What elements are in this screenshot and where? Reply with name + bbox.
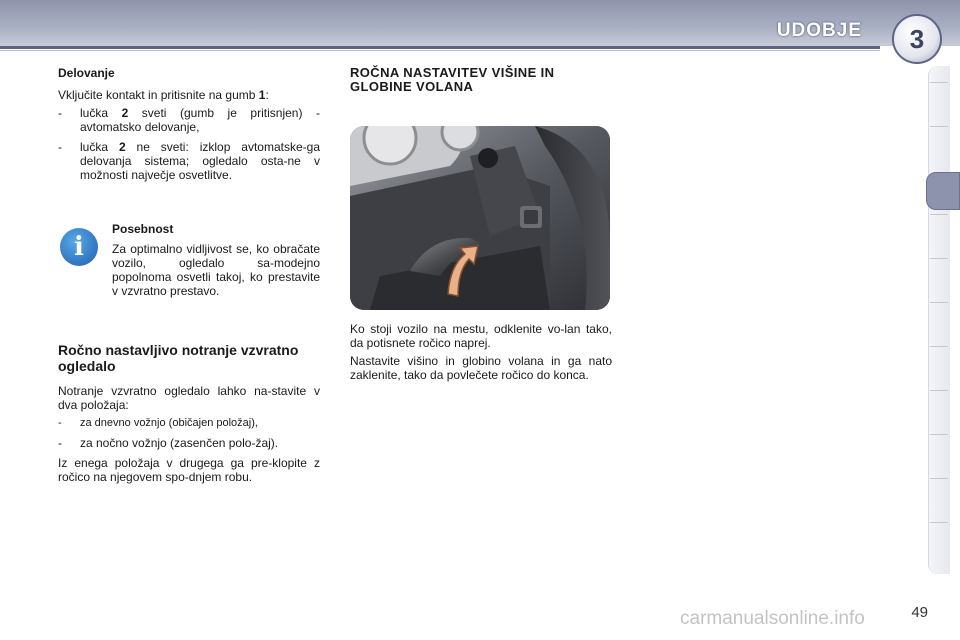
watermark: carmanualsonline.info (680, 608, 865, 629)
list-dash: - (58, 140, 62, 154)
list-item (58, 140, 320, 182)
list-dash: - (58, 417, 62, 429)
list-dash: - (58, 436, 62, 450)
steering-paragraph: Nastavite višino in globino volana in ga nato zaklenite, tako da povlečete ročico do konca. (350, 354, 612, 382)
info-note-body (112, 222, 320, 302)
tab-divider (930, 82, 948, 83)
mirror-outro: Iz enega položaja v drugega ga pre-klopite z ročico na njegovem spo-dnjem robu. (58, 456, 320, 484)
list-item-text: za nočno vožnjo (zasenčen polo-žaj). (80, 436, 279, 450)
chapter-tab-active[interactable] (926, 172, 960, 210)
chapter-title: UDOBJE (776, 20, 862, 41)
list-item-prefix: lučka (80, 140, 119, 154)
chapter-number-badge (892, 14, 942, 64)
chapter-tab-strip (928, 66, 950, 574)
operation-intro (58, 88, 320, 102)
steering-column-illustration (350, 126, 610, 310)
list-dash: - (58, 106, 62, 120)
steering-paragraph: Ko stoji vozilo na mestu, odklenite vo-lan tako, da potisnete ročico naprej. (350, 322, 612, 350)
list-item-text (80, 106, 320, 134)
list-item-prefix: lučka (80, 106, 122, 120)
list-item-text (80, 140, 320, 182)
list-item (58, 436, 320, 450)
header-divider (0, 46, 880, 49)
tab-divider (930, 214, 948, 215)
list-item (58, 106, 320, 134)
info-note-text: Za optimalno vidljivost se, ko obračate vozilo, ogledalo sa-modejno popolnoma osvetli takoj, ko prestavite v vzvratno prestavo. (112, 242, 320, 298)
steering-instructions (350, 322, 612, 386)
page-number: 49 (911, 604, 928, 621)
info-note-title: Posebnost (112, 222, 174, 236)
tab-divider (930, 126, 948, 127)
steering-column-photo (350, 126, 610, 310)
chapter-number: 3 (909, 23, 925, 54)
button-ref: 1 (258, 88, 266, 102)
list-item-text: za dnevno vožnjo (običajen položaj), (80, 417, 258, 429)
list-item-body: sveti (gumb je pritisnjen) - avtomatsko delovanje, (80, 106, 320, 134)
mirror-section (58, 334, 320, 488)
mirror-intro: Notranje vzvratno ogledalo lahko na-stavite v dva položaja: (58, 384, 320, 412)
operation-intro-suffix: : (265, 88, 269, 102)
lamp-ref: 2 (121, 106, 129, 120)
list-item (58, 416, 320, 430)
list-item-body: ne sveti: izklop avtomatske-ga delovanja sistema; ogledalo osta-ne v možnosti največje osvetlitve. (80, 140, 320, 182)
tab-divider (930, 302, 948, 303)
mirror-title: Ročno nastavljivo notranje vzvratno ogledalo (58, 342, 299, 374)
tab-divider (930, 434, 948, 435)
info-icon: i (60, 228, 98, 266)
operation-section (58, 66, 320, 188)
tab-divider (930, 258, 948, 259)
header-divider-thin (0, 50, 880, 51)
steering-section (350, 66, 612, 94)
tab-divider (930, 346, 948, 347)
tab-divider (930, 522, 948, 523)
tab-divider (930, 478, 948, 479)
operation-intro-text: Vključite kontakt in pritisnite na gumb (58, 88, 259, 102)
operation-title: Delovanje (58, 66, 115, 80)
lamp-ref: 2 (118, 140, 126, 154)
tab-divider (930, 390, 948, 391)
steering-title: ROČNA NASTAVITEV VIŠINE IN GLOBINE VOLANA (350, 65, 555, 94)
